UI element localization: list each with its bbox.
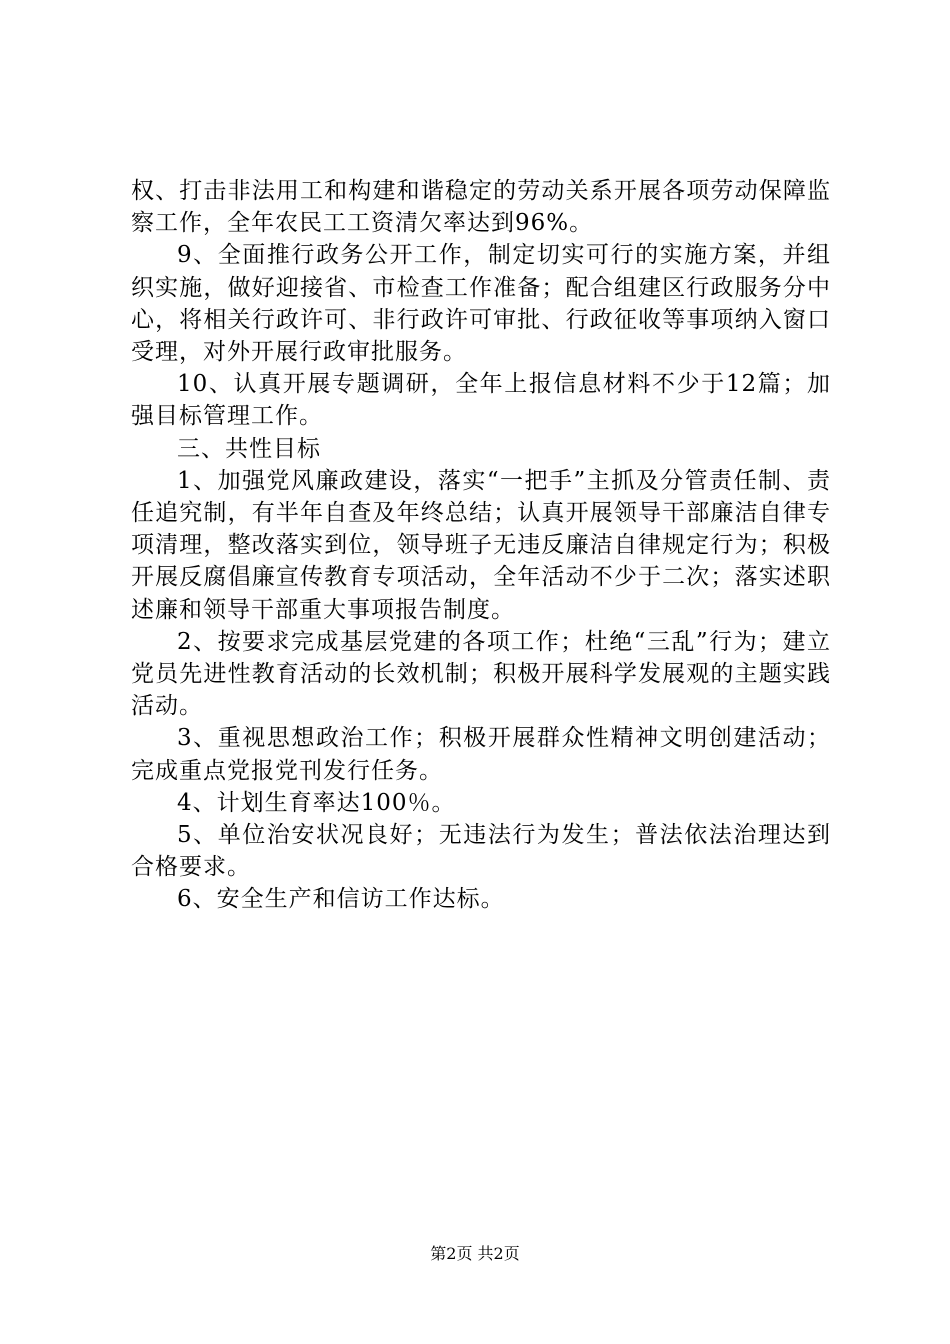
document-body (131, 175, 831, 916)
section-heading: 三、共性目标 (177, 435, 321, 462)
paragraph-7: 3、重视思想政治工作；积极开展群众性精神文明创建活动；完成重点党报党刊发行任务。 (131, 725, 831, 784)
paragraph-8: 4、计划生育率达100％。 (177, 789, 456, 816)
paragraph-3: 10、认真开展专题调研，全年上报信息材料不少于12篇；加强目标管理工作。 (131, 371, 831, 430)
paragraph-1: 权、打击非法用工和构建和谐稳定的劳动关系开展各项劳动保障监察工作，全年农民工工资清欠率达到96%。 (131, 178, 831, 237)
paragraph-10: 6、安全生产和信访工作达标。 (177, 886, 505, 913)
paragraph-5: 1、加强党风廉政建设，落实“一把手”主抓及分管责任制、责任追究制，有半年自查及年终总结；认真开展领导干部廉洁自律专项清理，整改落实到位，领导班子无违反廉洁自律规定行为；积极开展反腐倡廉宣传教育专项活动，全年活动不少于二次；落实述职述廉和领导干部重大事项报告制度。 (131, 467, 831, 623)
paragraph-2: 9、全面推行政务公开工作，制定切实可行的实施方案，并组织实施，做好迎接省、市检查工作准备；配合组建区行政服务分中心，将相关行政许可、非行政许可审批、行政征收等事项纳入窗口受理，对外开展行政审批服务。 (131, 242, 831, 366)
page-number-footer: 第2页 共2页 (430, 1244, 520, 1263)
paragraph-6: 2、按要求完成基层党建的各项工作；杜绝“三乱”行为；建立党员先进性教育活动的长效机制；积极开展科学发展观的主题实践活动。 (131, 628, 831, 720)
paragraph-9: 5、单位治安状况良好；无违法行为发生；普法依法治理达到合格要求。 (131, 822, 831, 881)
